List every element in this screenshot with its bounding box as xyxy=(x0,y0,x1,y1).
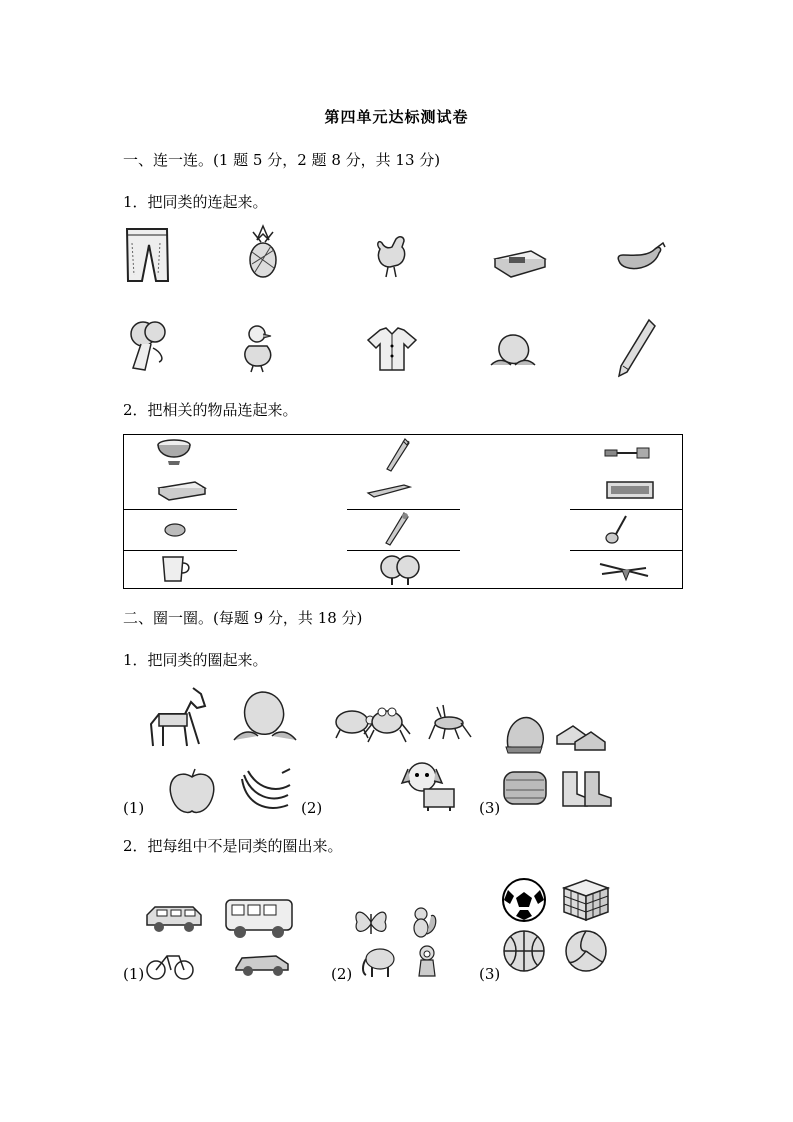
peach-icon[interactable] xyxy=(230,688,300,746)
butterfly-icon[interactable] xyxy=(351,904,391,940)
car-icon[interactable] xyxy=(143,901,205,937)
pencil-icon[interactable] xyxy=(366,481,412,499)
toothbrush-icon[interactable] xyxy=(385,437,411,473)
cup-icon[interactable] xyxy=(159,553,193,585)
pencil-case-icon[interactable] xyxy=(603,478,657,504)
pencil-box-icon[interactable] xyxy=(491,245,549,279)
car-icon[interactable] xyxy=(232,950,292,978)
monkey-icon[interactable] xyxy=(413,944,443,980)
group-label: (3) xyxy=(479,965,501,983)
duck-icon[interactable] xyxy=(237,322,281,374)
row-divider xyxy=(570,509,683,510)
shirt-icon[interactable] xyxy=(366,326,418,372)
section2-q2: 2．把每组中不是同类的圈出来。 xyxy=(123,837,343,855)
basketball-icon[interactable] xyxy=(500,928,548,974)
section1-heading: 一、连一连。(1 题 5 分，2 题 8 分，共 13 分) xyxy=(123,151,441,169)
pants-icon[interactable] xyxy=(122,225,172,285)
section1-q1: 1．把同类的连起来。 xyxy=(123,193,268,211)
crab-icon[interactable] xyxy=(362,700,412,744)
page-title: 第四单元达标测试卷 xyxy=(324,108,469,126)
rooster-icon[interactable] xyxy=(370,233,412,281)
section2-heading: 二、圈一圈。(每题 9 分，共 18 分) xyxy=(123,609,363,627)
apple-icon[interactable] xyxy=(165,767,219,817)
shoes-icon[interactable] xyxy=(553,716,609,756)
group-label: (1) xyxy=(123,965,145,983)
group-label: (1) xyxy=(123,799,145,817)
hat-icon[interactable] xyxy=(500,711,550,757)
horse-icon[interactable] xyxy=(143,684,213,750)
eraser-icon[interactable] xyxy=(155,478,207,502)
broccoli-icon[interactable] xyxy=(125,318,171,374)
group-label: (2) xyxy=(331,965,353,983)
grasshopper-icon[interactable] xyxy=(425,703,475,743)
table-tennis-paddle-icon[interactable] xyxy=(378,553,422,587)
section1-q2: 2．把相关的物品连起来。 xyxy=(123,401,298,419)
section2-q1: 1．把同类的圈起来。 xyxy=(123,651,268,669)
row-divider xyxy=(124,550,237,551)
toothbrush-icon[interactable] xyxy=(384,511,410,547)
bicycle-icon[interactable] xyxy=(145,948,195,982)
key-icon[interactable] xyxy=(603,445,651,461)
pencil-icon[interactable] xyxy=(615,316,659,380)
squirrel-icon[interactable] xyxy=(409,904,439,940)
eggplant-icon[interactable] xyxy=(613,239,669,277)
boots-icon[interactable] xyxy=(557,768,617,810)
peach-icon[interactable] xyxy=(487,329,539,371)
row-divider xyxy=(347,509,460,510)
sweater-icon[interactable] xyxy=(500,766,550,810)
elephant-icon[interactable] xyxy=(358,945,400,979)
group-label: (3) xyxy=(479,799,501,817)
bowl-icon[interactable] xyxy=(155,437,193,469)
rubiks-cube-icon[interactable] xyxy=(560,874,612,922)
puppy-icon[interactable] xyxy=(396,757,464,813)
banana-icon[interactable] xyxy=(238,765,294,817)
soccer-ball-icon[interactable] xyxy=(500,876,548,924)
row-divider xyxy=(124,509,237,510)
pineapple-icon[interactable] xyxy=(243,224,283,279)
volleyball-icon[interactable] xyxy=(563,928,609,974)
spoon-icon[interactable] xyxy=(604,512,630,546)
chopsticks-icon[interactable] xyxy=(598,558,650,584)
row-divider xyxy=(570,550,683,551)
group-label: (2) xyxy=(301,799,323,817)
bus-icon[interactable] xyxy=(222,896,296,940)
row-divider xyxy=(347,550,460,551)
soap-icon[interactable] xyxy=(163,522,187,538)
